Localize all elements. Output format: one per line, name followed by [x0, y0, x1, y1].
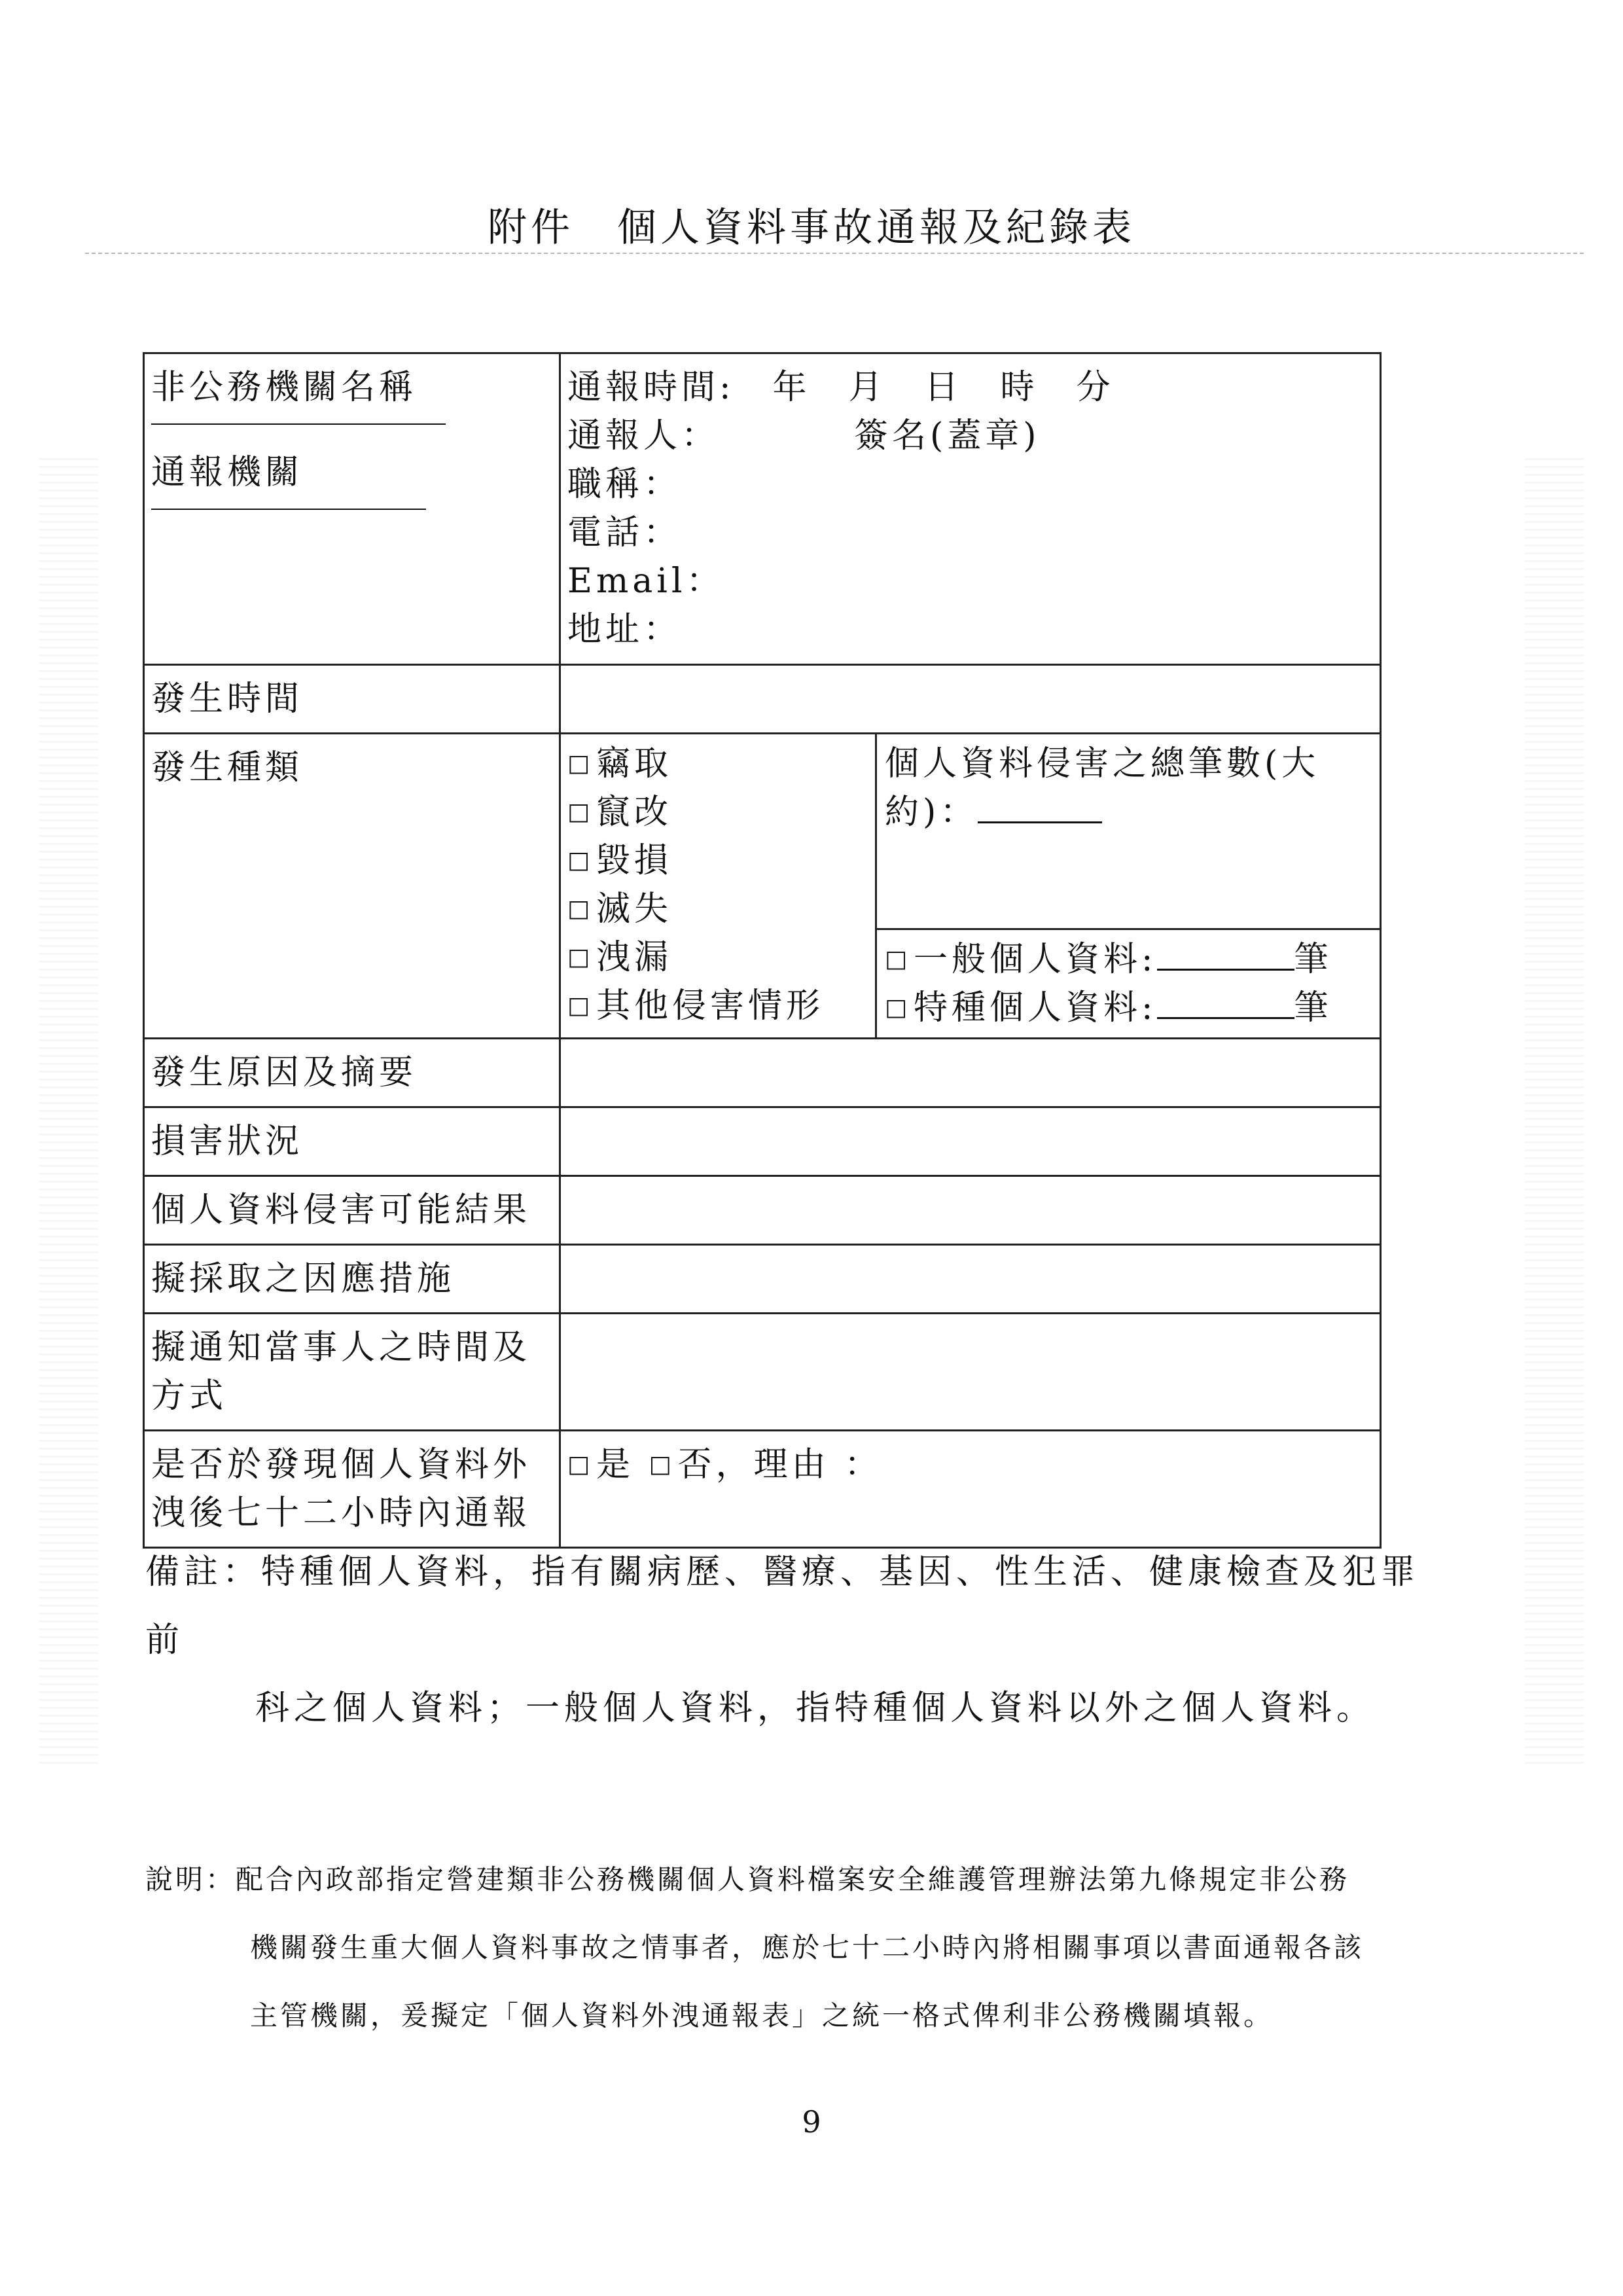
phone-text: 電話：: [567, 513, 682, 552]
option-tamper[interactable]: □竄改: [567, 793, 673, 832]
remark-line-1: 備註：特種個人資料，指有關病歷、醫療、基因、性生活、健康檢查及犯罪前: [145, 1552, 1420, 1660]
general-count-blank[interactable]: [1157, 937, 1294, 971]
row-within-72h: [144, 1431, 1381, 1548]
incident-report-form: [143, 352, 1382, 1549]
remark-line-2: 科之個人資料；一般個人資料，指特種個人資料以外之個人資料。: [255, 1689, 1376, 1728]
row-possible-result: [144, 1176, 1381, 1245]
cause-field[interactable]: [560, 1039, 1381, 1107]
page-number: 9: [802, 2104, 821, 2140]
row-damage: [144, 1107, 1381, 1176]
checkbox-icon: □: [567, 944, 594, 971]
occurrence-time-label: 發生時間: [144, 665, 560, 734]
explanation-note: [145, 1846, 1467, 2050]
reporter-text: 通報人： 簽名(蓋章): [567, 416, 1041, 456]
option-damage[interactable]: □毀損: [567, 841, 673, 880]
option-steal[interactable]: □竊取: [567, 744, 673, 783]
yes-option[interactable]: □是: [567, 1445, 635, 1484]
measures-field[interactable]: [560, 1245, 1381, 1314]
no-option[interactable]: □否: [649, 1445, 716, 1484]
occurrence-type-label: 發生種類: [144, 734, 560, 1039]
possible-result-label: 個人資料侵害可能結果: [144, 1176, 560, 1245]
explanation-line-1: 說明：配合內政部指定營建類非公務機關個人資料檔案安全維護管理辦法第九條規定非公務: [145, 1863, 1350, 1895]
total-count-cell: [876, 734, 1380, 929]
explanation-line-2: 機關發生重大個人資料事故之情事者，應於七十二小時內將相關事項以書面通報各該: [250, 1931, 1364, 1964]
reporting-agency-blank[interactable]: [151, 509, 426, 510]
row-measures: [144, 1245, 1381, 1314]
checkbox-icon: □: [567, 750, 594, 777]
remark-note: [145, 1538, 1441, 1742]
notify-label: 擬通知當事人之時間及方式: [144, 1314, 560, 1431]
occurrence-type-cell: [560, 734, 1381, 1039]
checkbox-icon: □: [567, 798, 594, 825]
explanation-line-3: 主管機關，爰擬定「個人資料外洩通報表」之統一格式俾利非公務機關填報。: [250, 2000, 1274, 2032]
within-72h-label: 是否於發現個人資料外洩後七十二小時內通報: [144, 1431, 560, 1548]
address-text: 地址：: [567, 610, 682, 649]
email-text: Email：: [567, 562, 724, 601]
possible-result-field[interactable]: [560, 1176, 1381, 1245]
type-options: [561, 734, 876, 1037]
damage-label: 損害狀況: [144, 1107, 560, 1176]
measures-label: 擬採取之因應措施: [144, 1245, 560, 1314]
checkbox-icon: □: [567, 992, 594, 1019]
reporter-info-cell[interactable]: [560, 353, 1381, 665]
checkbox-icon: □: [649, 1451, 675, 1478]
total-count-blank[interactable]: [978, 790, 1102, 823]
damage-field[interactable]: [560, 1107, 1381, 1176]
option-other[interactable]: □其他侵害情形: [567, 986, 825, 1026]
special-count-blank[interactable]: [1157, 986, 1294, 1019]
checkbox-icon: □: [885, 946, 912, 973]
checkbox-icon: □: [567, 895, 594, 922]
within-72h-field: [560, 1431, 1381, 1548]
reporting-agency-label: 通報機關: [151, 453, 304, 492]
option-lost[interactable]: □滅失: [567, 889, 673, 929]
checkbox-icon: □: [885, 994, 912, 1021]
reason-text: ，理由 ：: [715, 1445, 883, 1484]
checkbox-icon: □: [567, 1451, 594, 1478]
scan-speckle-left: [39, 458, 98, 1767]
option-leak[interactable]: □洩漏: [567, 938, 673, 977]
occurrence-type-inner: [561, 734, 1380, 1037]
agency-label-cell: [144, 353, 560, 665]
count-breakdown-cell: [876, 929, 1380, 1038]
job-title-text: 職稱：: [567, 465, 682, 504]
row-occurrence-time: [144, 665, 1381, 734]
cause-label: 發生原因及摘要: [144, 1039, 560, 1107]
page-title: 附件 個人資料事故通報及紀錄表: [488, 205, 1135, 251]
title-rule: [85, 253, 1584, 254]
row-notify: [144, 1314, 1381, 1431]
row-cause: [144, 1039, 1381, 1107]
scan-speckle-right: [1525, 458, 1584, 1767]
row-occurrence-type: [144, 734, 1381, 1039]
special-data-count[interactable]: □特種個人資料: 筆: [885, 984, 1372, 1032]
occurrence-time-field[interactable]: [560, 665, 1381, 734]
agency-name-label: 非公務機關名稱: [151, 368, 418, 407]
agency-name-blank[interactable]: [151, 423, 446, 425]
general-data-count[interactable]: □一般個人資料: 筆: [885, 935, 1372, 984]
checkbox-icon: □: [567, 847, 594, 874]
notify-field[interactable]: [560, 1314, 1381, 1431]
row-agency: [144, 353, 1381, 665]
total-count-text: 個人資料侵害之總筆數(大約)：: [885, 744, 1320, 832]
report-time-text: 通報時間: 年 月 日 時 分: [567, 368, 1115, 407]
